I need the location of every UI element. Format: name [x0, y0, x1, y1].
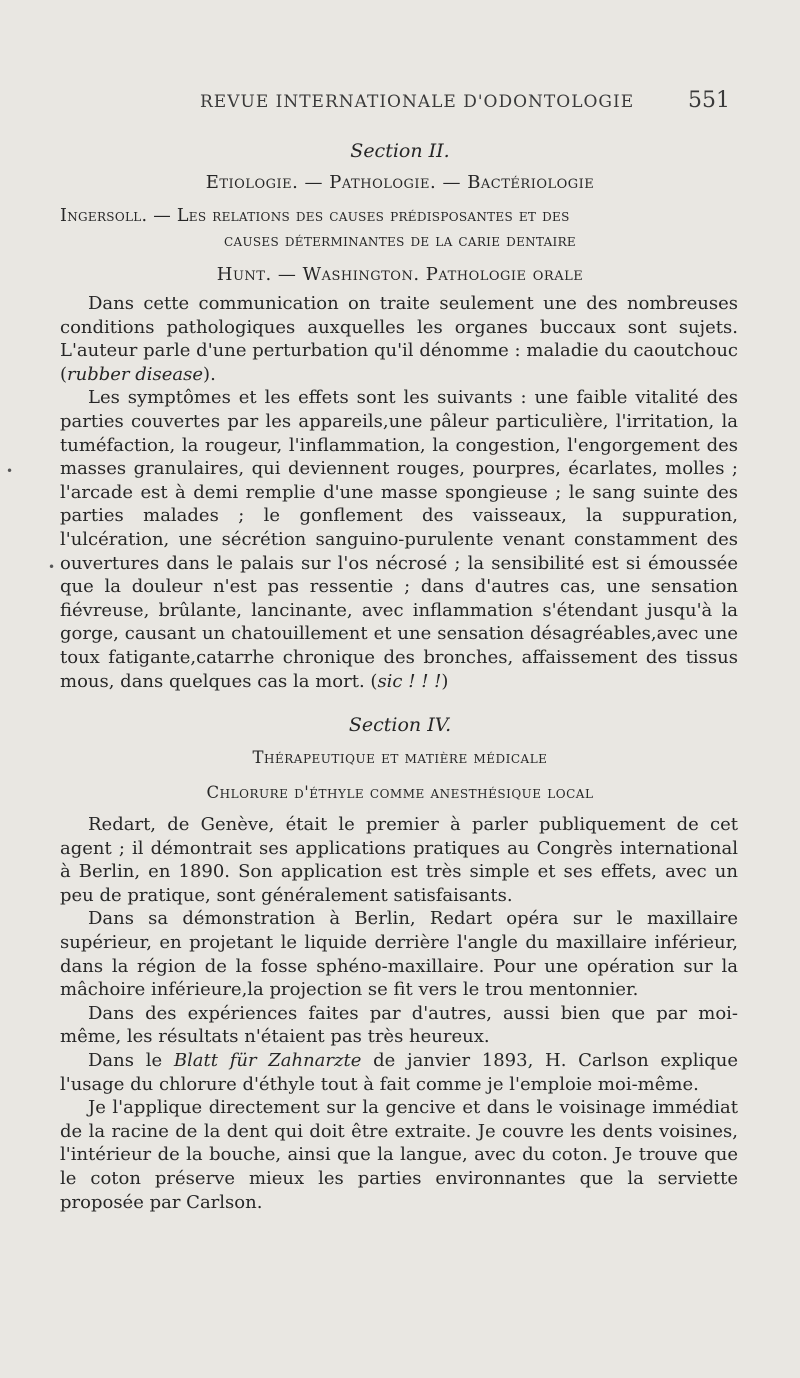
italic-term: rubber disease: [67, 363, 204, 385]
journal-title: REVUE INTERNATIONALE D'ODONTOLOGIE: [200, 92, 635, 112]
section-ii-subtitle: Etiologie. — Pathologie. — Bactériologie: [205, 172, 595, 193]
ingersoll-entry-line1: Ingersoll. — Les relations des causes prédisposantes et des: [60, 206, 570, 226]
paragraph: Les symptômes et les effets sont les suivants : une faible vitalité des parties couvertes par les appareils,une pâleur particulière, l'irritation, la tuméfaction, la rougeur, l'inflammation, la congestion, l'engorgement des masses granulaires, qui deviennent rouges, pourpres, écarlates, molles ; l'arcade est à demi remplie d'une masse spongieuse ; le sang suinte des parties malades ; le gonflement des vaisseaux, la suppuration, l'ulcération, une sécrétion sanguino-purulente venant constamment des ouvertures dans le palais sur l'os nécrosé ; la sensibilité est si émoussée que la douleur n'est pas ressentie ; dans d'autres cas, une sensation fiévreuse, brûlante, lancinante, avec inflammation s'étendant jusqu'à la gorge, causant un chatouillement et une sensation désagréables,avec une toux fatigante,catarrhe chronique des bronches, affaissement des tissus mous, dans quelques cas la mort. (sic ! ! !): [60, 387, 738, 692]
paragraph: Redart, de Genève, était le premier à parler publiquement de cet agent ; il démontrait ses applications pratiques au Congrès international à Berlin, en 1890. Son application est très simple et ses effets, avec un peu de pratique, sont généralement satisfaisants.: [60, 814, 738, 906]
italic-term: sic ! ! !: [377, 670, 442, 692]
paragraph: Je l'applique directement sur la gencive et dans le voisinage immédiat de la racine de la dent qui doit être extraite. Je couvre les dents voisines, l'intérieur de la bouche, ainsi que la langue, avec du coton. Je trouve que le coton préserve mieux les parties environnantes que la serviette proposée par Carlson.: [60, 1097, 738, 1213]
margin-speck: •: [48, 560, 56, 574]
paragraph: Dans des expériences faites par d'autres, aussi bien que par moi-même, les résultats n'étaient pas très heureux.: [60, 1002, 738, 1048]
ingersoll-entry-line2: causes déterminantes de la carie dentaire: [224, 231, 576, 251]
paragraph: Dans cette communication on traite seulement une des nombreuses conditions pathologiques auxquelles les organes buccaux sont sujets. L'auteur parle d'une perturbation qu'il dénomme : maladie du caoutchouc (rubber disease).: [60, 293, 738, 385]
section-iv-subtitle: Thérapeutique et matière médicale: [252, 748, 548, 767]
italic-title: Blatt für Zahnarzte: [173, 1049, 362, 1071]
chlorure-heading: Chlorure d'éthyle comme anesthésique local: [206, 783, 594, 802]
hunt-entry: Hunt. — Washington. Pathologie orale: [216, 264, 584, 285]
margin-speck: •: [6, 464, 14, 478]
section-iv-body: [60, 813, 738, 1214]
paragraph: Dans le Blatt für Zahnarzte de janvier 1893, H. Carlson explique l'usage du chlorure d'éthyle tout à fait comme je l'emploie moi-même.: [60, 1049, 738, 1095]
page-number: 551: [688, 88, 730, 113]
paragraph: Dans sa démonstration à Berlin, Redart opéra sur le maxillaire supérieur, en projetant le liquide derrière l'angle du maxillaire inférieur, dans la région de la fosse sphéno-maxillaire. Pour une opération sur la mâchoire inférieure,la projection se fit vers le trou mentonnier.: [60, 908, 738, 1001]
ingersoll-entry: [60, 204, 740, 254]
section-iv-title: Section IV.: [348, 714, 452, 736]
section-ii-body: [60, 292, 738, 693]
section-ii-title: Section II.: [350, 140, 450, 162]
